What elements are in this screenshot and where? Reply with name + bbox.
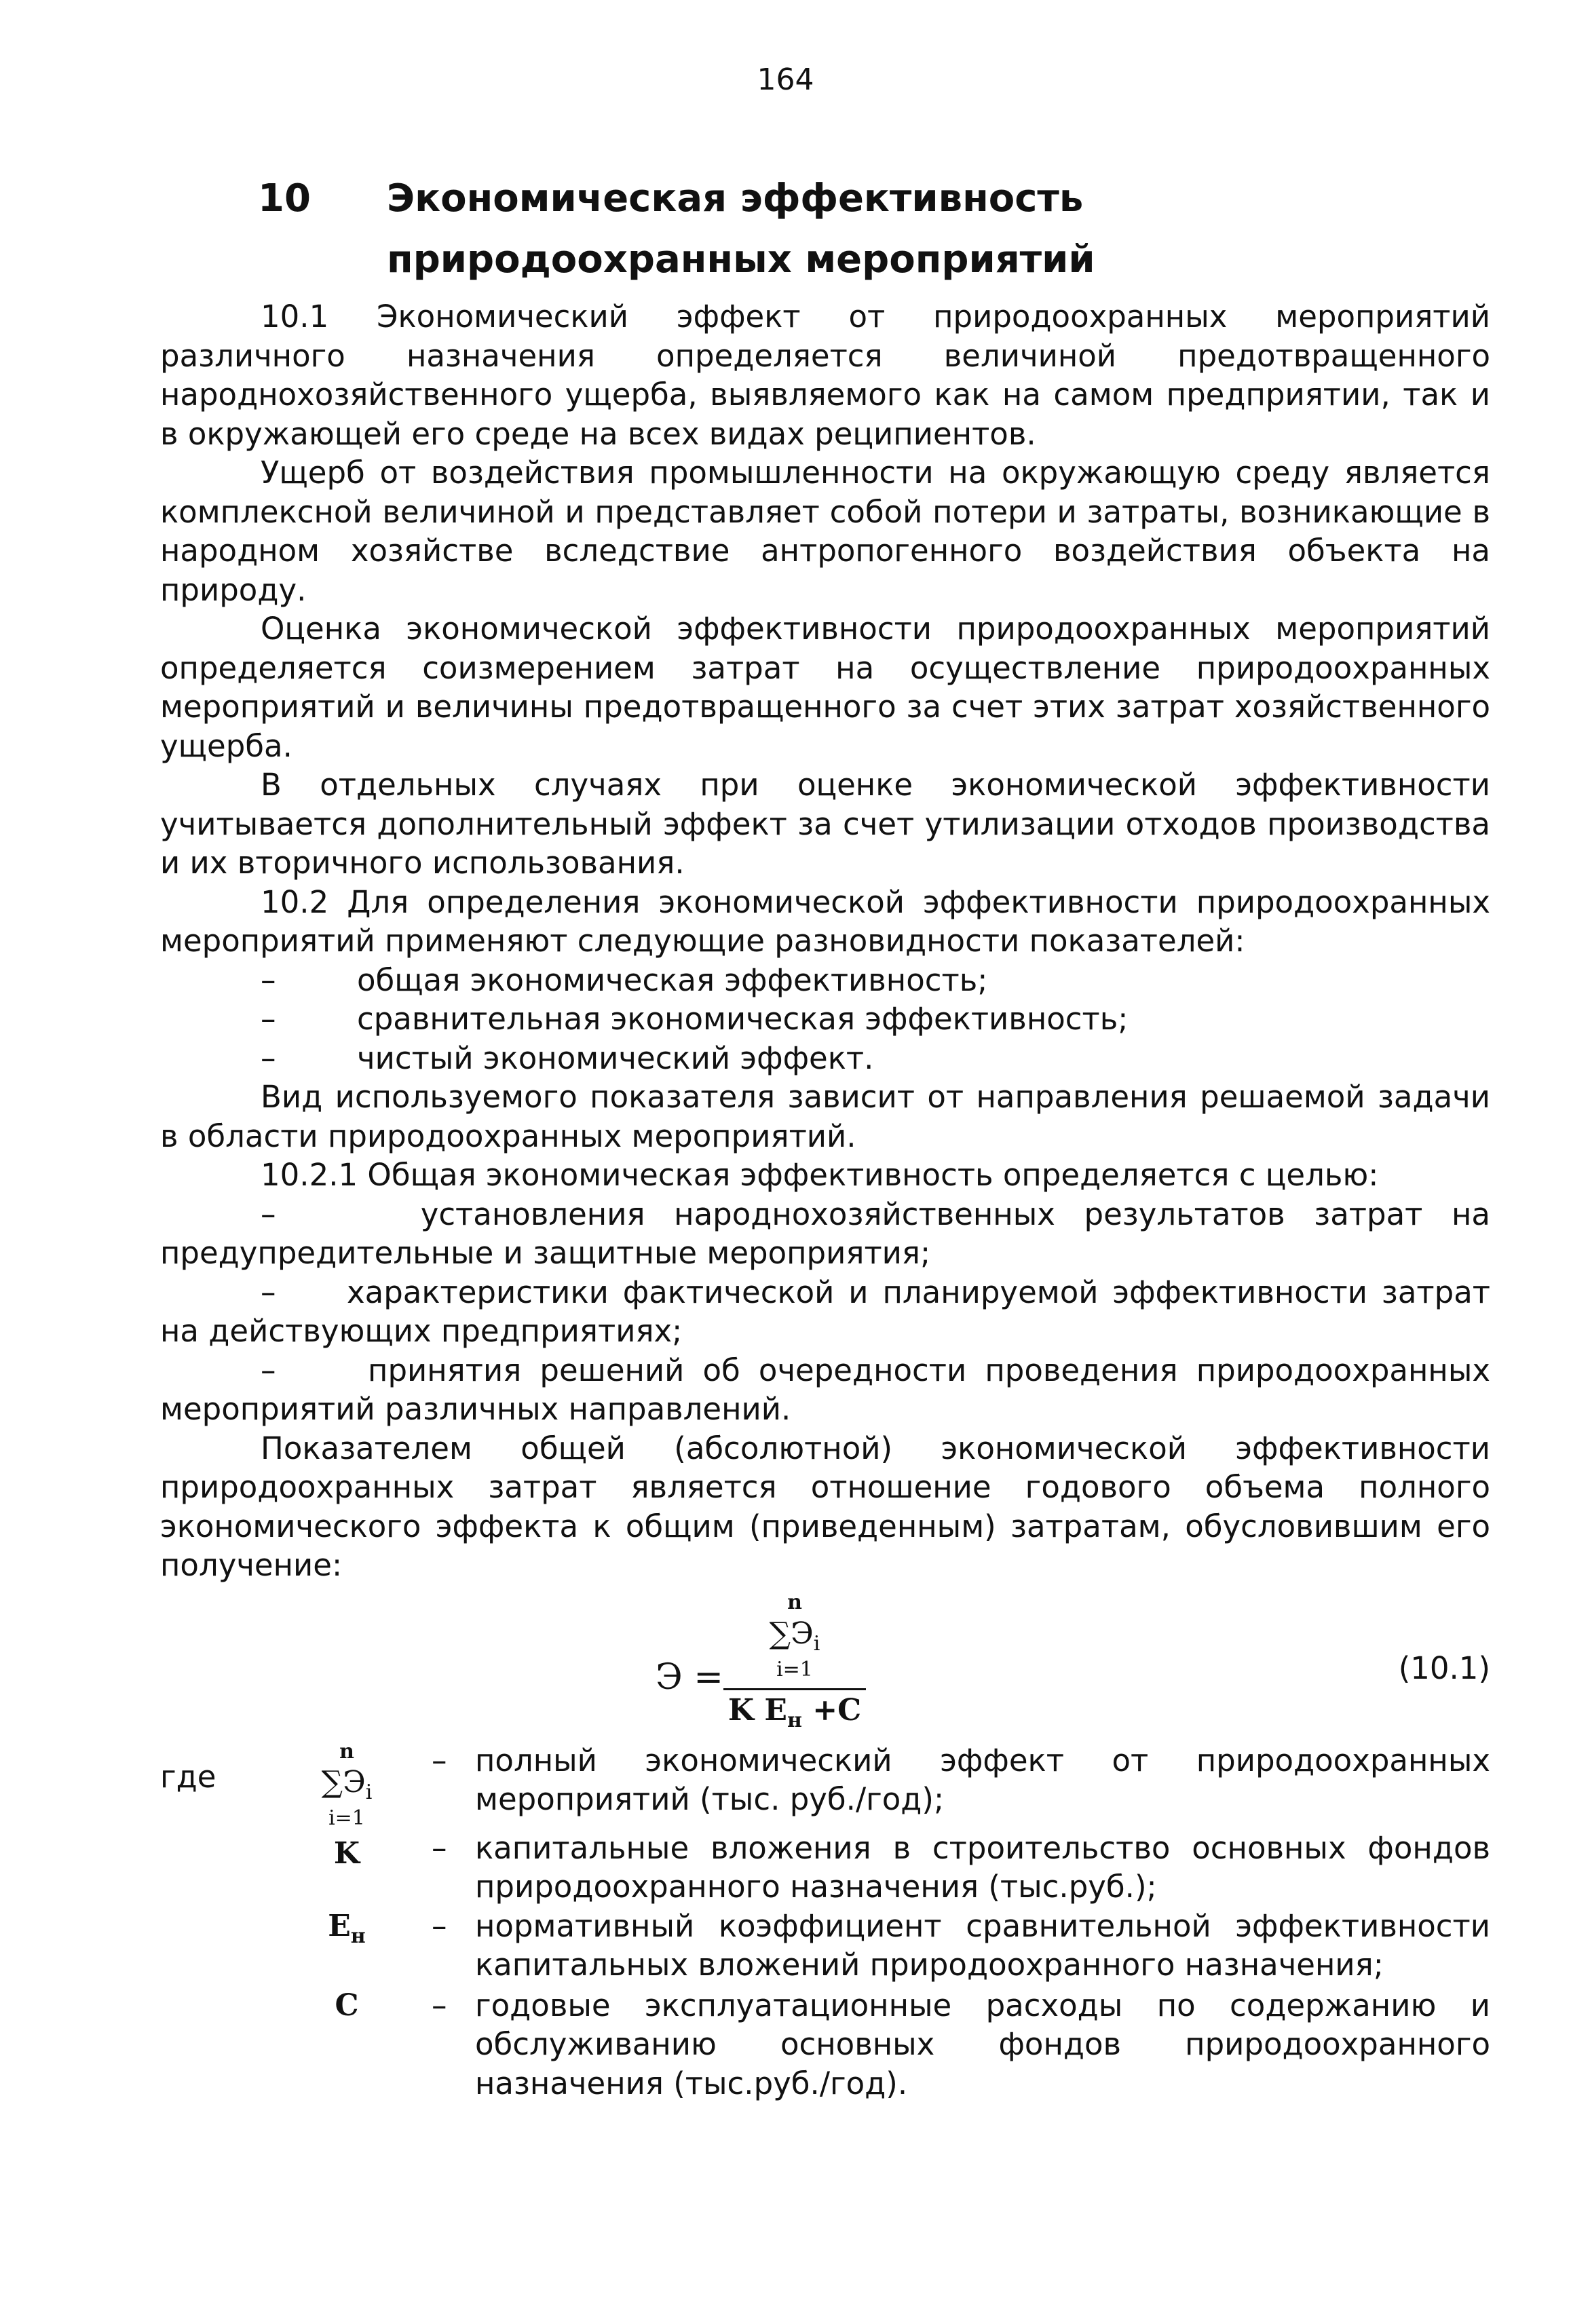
list-item: [160, 961, 1490, 1000]
definition-dash: –: [432, 1742, 447, 1778]
list-dash: –: [261, 1001, 276, 1037]
paragraph-10-2-1: 10.2.1 Общая экономическая эффективность определяется с целью:: [261, 1157, 1379, 1193]
definition-symbol: C: [335, 1987, 359, 2023]
paragraph-10-1: 10.1 Экономический эффект от природоохранных мероприятий различного назначения определяется величиной предотвращенного народнохозяйственного ущерба, выявляемого как на самом предприятии, так и в окружающей его среде на всех видах реципиентов.: [160, 299, 1490, 452]
paragraph-10-2: 10.2 Для определения экономической эффективности природоохранных мероприятий применяют следующие разновидности показателей:: [160, 883, 1490, 959]
definition-symbol: K: [333, 1835, 360, 1871]
denominator-k-e: K E: [727, 1692, 787, 1728]
list-dash: –: [261, 1040, 276, 1076]
list-dash: –: [261, 1352, 276, 1388]
page-number: 164: [757, 62, 814, 97]
denominator-index: н: [787, 1708, 802, 1732]
list-item-text: сравнительная экономическая эффективность;: [357, 1001, 1129, 1037]
formula-lhs: Э =: [656, 1656, 723, 1698]
list-item: [160, 999, 1490, 1039]
formula-numerator: [770, 1592, 820, 1681]
paragraph-evaluation: Оценка экономической эффективности природоохранных мероприятий определяется соизмерением затрат на осуществление природоохранных мероприятий и величины предотвращенного за счет этих затрат хозяйственного ущерба.: [160, 611, 1490, 764]
paragraph-additional-effect: В отдельных случаях при оценке экономической эффективности учитывается дополнительный эффект за счет утилизации отходов производства и их вторичного использования.: [160, 767, 1490, 881]
definition-dash: –: [432, 1829, 447, 1866]
body-text: [160, 297, 1490, 2103]
definition-row: [160, 1739, 1490, 1831]
definition-row: [160, 1986, 1490, 2103]
sum-term-index: i: [813, 1631, 820, 1656]
paragraph-formula-intro: Показателем общей (абсолютной) экономической эффективности природоохранных затрат является отношение годового объема полного экономического эффекта к общим (приведенным) затратам, обусловившим его получение:: [160, 1430, 1490, 1583]
list-dash: –: [261, 1196, 276, 1232]
definition-text: полный экономический эффект от природоохранных мероприятий (тыс. руб./год);: [475, 1742, 1490, 1817]
sigma-upper-limit: n: [339, 1739, 354, 1764]
definition-text: годовые эксплуатационные расходы по содержанию и обслуживанию основных фондов природоохранного назначения (тыс.руб./год).: [475, 1987, 1490, 2101]
definition-dash: –: [432, 1907, 447, 1944]
list-item: [160, 1351, 1490, 1429]
sigma-lower-limit: i=1: [776, 1658, 813, 1682]
definition-text: капитальные вложения в строительство основных фондов природоохранного назначения (тыс.руб.);: [475, 1829, 1490, 1905]
definition-row: [160, 1829, 1490, 1907]
formula-10-1: [160, 1592, 1490, 1741]
formula-fraction: [723, 1592, 866, 1741]
list-item: [160, 1195, 1490, 1273]
equation-number: (10.1): [1398, 1650, 1490, 1686]
list-item: [160, 1273, 1490, 1351]
definition-dash: –: [432, 1987, 447, 2023]
definition-text: нормативный коэффициент сравнительной эффективности капитальных вложений природоохранного назначения;: [475, 1907, 1490, 1983]
section-number: 10: [258, 176, 311, 221]
definition-symbol-letter: E: [328, 1908, 351, 1943]
definition-symbol: [303, 1907, 391, 1956]
list-item-text: характеристики фактической и планируемой эффективности затрат на действующих предприятиях;: [160, 1274, 1490, 1349]
definition-symbol-index: н: [350, 1924, 366, 1948]
paragraph-damage: Ущерб от воздействия промышленности на окружающую среду является комплексной величиной и представляет собой потери и затраты, возникающие в народном хозяйстве вследствие антропогенного воздействия объекта на природу.: [160, 455, 1490, 608]
list-item-text: принятия решений об очередности проведения природоохранных мероприятий различных направлений.: [160, 1352, 1490, 1427]
definition-row: [160, 1907, 1490, 1985]
list-dash: –: [261, 1274, 276, 1310]
sigma-upper-limit: n: [787, 1590, 802, 1614]
section-title: Экономическая эффективность природоохранных мероприятий: [387, 176, 1095, 282]
list-item-text: чистый экономический эффект.: [357, 1040, 874, 1076]
sigma-symbol: ∑: [769, 1616, 791, 1651]
paragraph-indicator-type: Вид используемого показателя зависит от направления решаемой задачи в области природоохранных мероприятий.: [160, 1079, 1490, 1154]
list-item-text: общая экономическая эффективность;: [357, 961, 988, 998]
denominator-c: +C: [812, 1692, 862, 1728]
list-item: [160, 1039, 1490, 1078]
definitions-list: [160, 1741, 1490, 2103]
where-label: где: [160, 1758, 216, 1795]
sum-term-index: i: [365, 1780, 373, 1804]
list-item-text: установления народнохозяйственных результатов затрат на предупредительные и защитные мероприятия;: [160, 1196, 1490, 1271]
sigma-symbol: ∑Э: [321, 1764, 366, 1799]
formula-denominator: [723, 1690, 866, 1741]
definition-symbol: [303, 1741, 391, 1835]
sigma-lower-limit: i=1: [328, 1806, 365, 1831]
sum-term: Э: [791, 1616, 814, 1651]
list-dash: –: [261, 961, 276, 998]
